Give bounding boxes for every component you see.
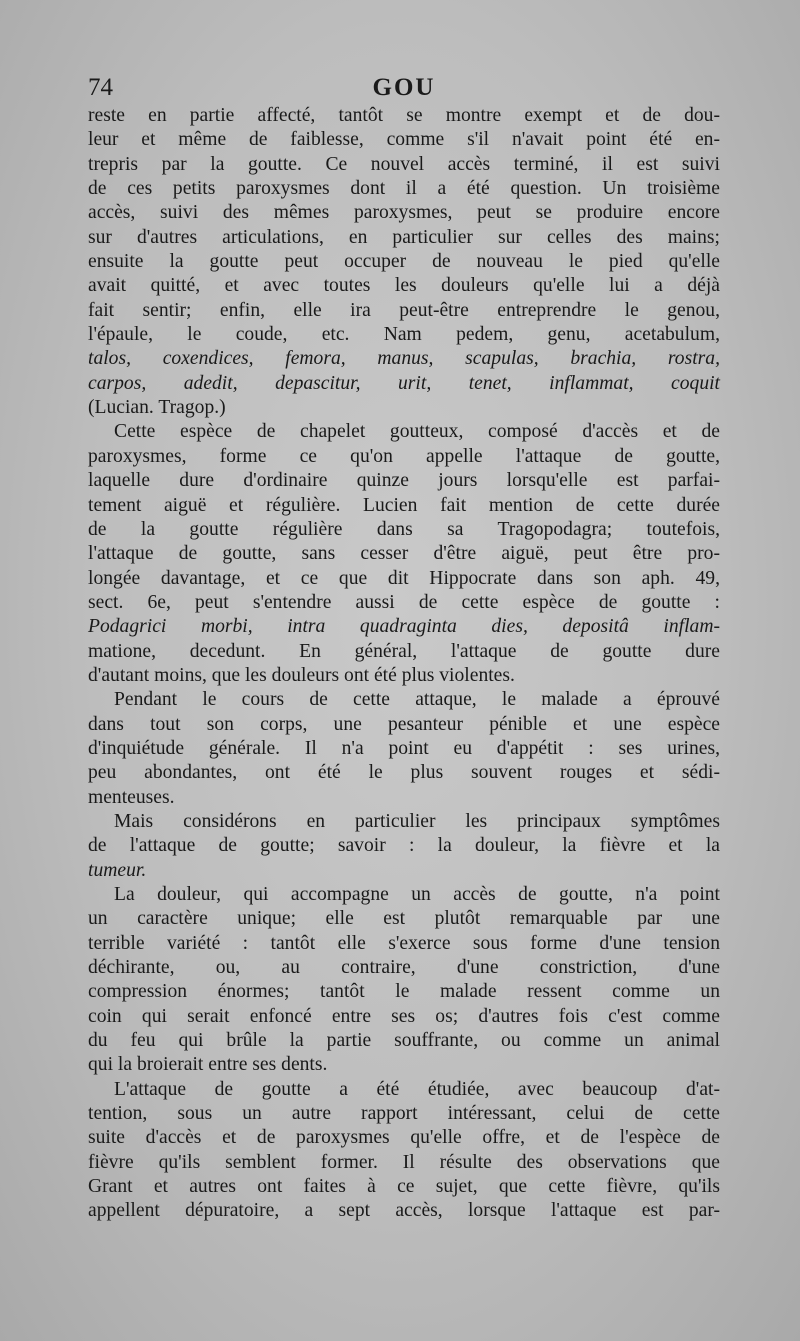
- paragraph-4: [88, 810, 720, 883]
- text-line: l'attaque de goutte, sans cesser d'être aiguë, peut être pro-: [88, 543, 720, 565]
- body-text: [88, 104, 720, 1224]
- text-line: L'attaque de goutte a été étudiée, avec beaucoup d'at-: [114, 1078, 720, 1100]
- text-line: appellent dépuratoire, a sept accès, lorsque l'attaque est par-: [88, 1200, 720, 1222]
- running-head: GOU: [372, 74, 436, 101]
- text-line: suite d'accès et de paroxysmes qu'elle offre, et de l'espèce de: [88, 1127, 720, 1149]
- text-line: tumeur.: [88, 859, 147, 881]
- text-line: carpos, adedit, depascitur, urit, tenet, inflammat, coquit: [88, 372, 720, 394]
- text-line: qui la broierait entre ses dents.: [88, 1054, 328, 1076]
- text-line: d'autant moins, que les douleurs ont été plus violentes.: [88, 664, 515, 686]
- text-line: tement aiguë et régulière. Lucien fait mention de cette durée: [88, 494, 720, 516]
- text-line: ensuite la goutte peut occuper de nouveau le pied qu'elle: [88, 251, 720, 273]
- text-line: Mais considérons en particulier les principaux symptômes: [114, 810, 720, 832]
- text-line: de l'attaque de goutte; savoir : la douleur, la fièvre et la: [88, 835, 720, 857]
- text-line: accès, suivi des mêmes paroxysmes, peut se produire encore: [88, 202, 720, 224]
- paragraph-3: [88, 688, 720, 810]
- paragraph-2: [88, 420, 720, 688]
- text-line: talos, coxendices, femora, manus, scapulas, brachia, rostra,: [88, 348, 720, 370]
- text-line: La douleur, qui accompagne un accès de goutte, n'a point: [114, 884, 720, 905]
- text-line: leur et même de faiblesse, comme s'il n'avait point été en-: [88, 129, 720, 151]
- text-line: Podagrici morbi, intra quadraginta dies, depositâ inflam-: [88, 616, 720, 638]
- paragraph-5: [88, 883, 720, 1078]
- text-line: de ces petits paroxysmes dont il a été question. Un troisième: [88, 178, 720, 200]
- text-line: du feu qui brûle la partie souffrante, ou comme un animal: [88, 1030, 720, 1052]
- text-line: compression énormes; tantôt le malade ressent comme un: [88, 981, 720, 1003]
- text-line: laquelle dure d'ordinaire quinze jours lorsqu'elle est parfai-: [88, 470, 720, 492]
- text-line: Cette espèce de chapelet goutteux, composé d'accès et de: [114, 421, 720, 443]
- page-header: [88, 72, 720, 104]
- text-line: un caractère unique; elle est plutôt remarquable par une: [88, 908, 720, 930]
- paragraph-1: [88, 104, 720, 420]
- page-number: 74: [88, 74, 113, 101]
- text-line: paroxysmes, forme ce qu'on appelle l'attaque de goutte,: [88, 445, 720, 467]
- text-line: avait quitté, et avec toutes les douleurs qu'elle lui a déjà: [88, 275, 720, 297]
- text-line: Pendant le cours de cette attaque, le malade a éprouvé: [114, 689, 720, 711]
- paragraph-6: [88, 1078, 720, 1224]
- text-line: sur d'autres articulations, en particulier sur celles des mains;: [88, 226, 720, 248]
- text-line: Grant et autres ont faites à ce sujet, que cette fièvre, qu'ils: [88, 1176, 720, 1198]
- text-line: dans tout son corps, une pesanteur pénible et une espèce: [88, 713, 720, 735]
- text-line: terrible variété : tantôt elle s'exerce sous forme d'une tension: [88, 932, 720, 954]
- text-line: longée davantage, et ce que dit Hippocrate dans son aph. 49,: [88, 567, 720, 589]
- text-line: (Lucian. Tragop.): [88, 397, 226, 419]
- text-line: tention, sous un autre rapport intéressant, celui de cette: [88, 1103, 720, 1125]
- text-line: d'inquiétude générale. Il n'a point eu d'appétit : ses urines,: [88, 737, 720, 759]
- text-line: l'épaule, le coude, etc. Nam pedem, genu, acetabulum,: [88, 324, 720, 346]
- text-line: menteuses.: [88, 786, 175, 808]
- text-line: fièvre qu'ils semblent former. Il résulte des observations que: [88, 1151, 720, 1173]
- text-line: coin qui serait enfoncé entre ses os; d'autres fois c'est comme: [88, 1005, 720, 1027]
- text-line: trepris par la goutte. Ce nouvel accès terminé, il est suivi: [88, 153, 720, 175]
- text-line: déchirante, ou, au contraire, d'une constriction, d'une: [88, 957, 720, 979]
- text-line: fait sentir; enfin, elle ira peut-être entreprendre le genou,: [88, 299, 720, 321]
- text-line: de la goutte régulière dans sa Tragopodagra; toutefois,: [88, 518, 720, 540]
- text-line: reste en partie affecté, tantôt se montre exempt et de dou-: [88, 105, 720, 126]
- text-line: peu abondantes, ont été le plus souvent rouges et sédi-: [88, 762, 720, 784]
- text-line: sect. 6e, peut s'entendre aussi de cette espèce de goutte :: [88, 591, 720, 613]
- text-line: matione, decedunt. En général, l'attaque de goutte dure: [88, 640, 720, 662]
